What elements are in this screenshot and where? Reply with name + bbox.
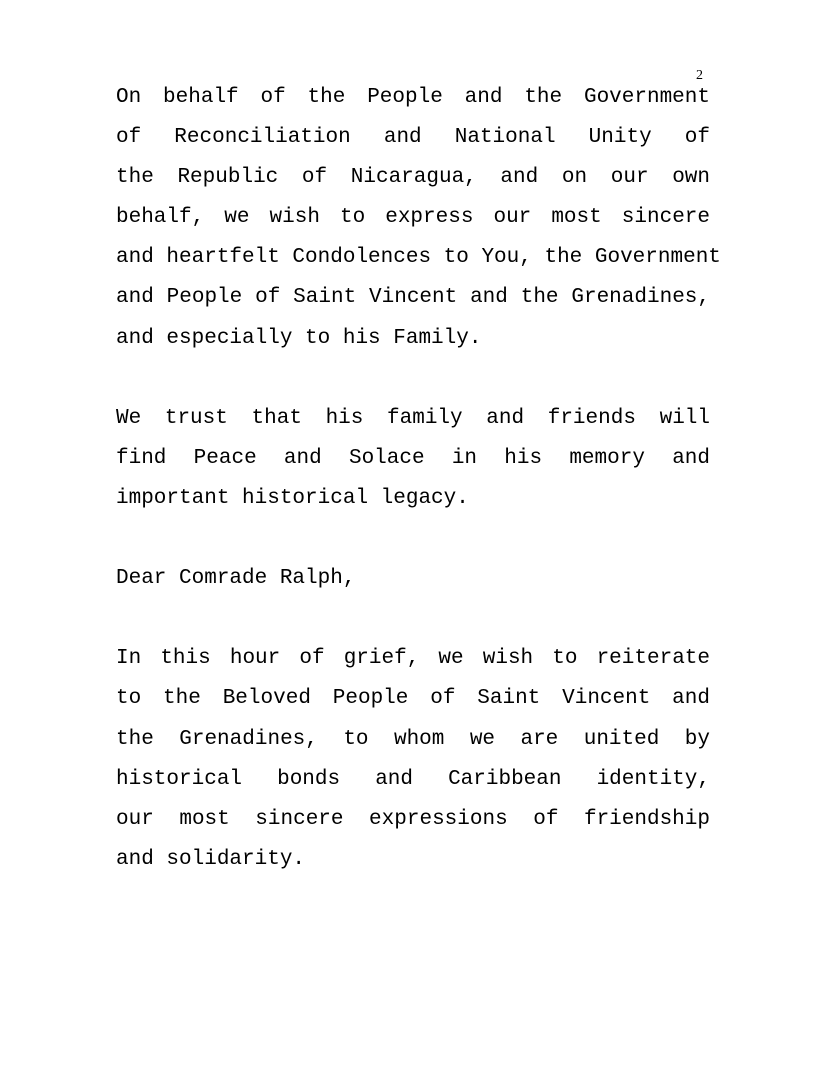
text-line: find Peace and Solace in his memory and (116, 446, 710, 470)
text-line: the Grenadines, to whom we are united by (116, 727, 710, 751)
salutation-line: Dear Comrade Ralph, (116, 567, 356, 591)
text-line: In this hour of grief, we wish to reiterate (116, 647, 710, 671)
letter-body (116, 78, 721, 880)
text-line: and heartfelt Condolences to You, the Government (116, 246, 721, 270)
text-line: We trust that his family and friends will (116, 406, 710, 430)
text-line: our most sincere expressions of friendship (116, 807, 710, 831)
text-line: and solidarity. (116, 847, 306, 871)
text-line: and especially to his Family. (116, 326, 482, 350)
text-line: behalf, we wish to express our most sincere (116, 206, 710, 230)
paragraph-peace-solace (116, 399, 710, 519)
text-line: the Republic of Nicaragua, and on our own (116, 166, 710, 190)
page-number: 2 (696, 68, 703, 83)
text-line: important historical legacy. (116, 486, 469, 510)
text-line: to the Beloved People of Saint Vincent and (116, 687, 710, 711)
paragraph-salutation (116, 559, 710, 599)
paragraph-condolences (116, 78, 721, 359)
paragraph-solidarity (116, 639, 710, 880)
text-line: and People of Saint Vincent and the Grenadines, (116, 286, 710, 310)
text-line: historical bonds and Caribbean identity, (116, 767, 710, 791)
text-line: of Reconciliation and National Unity of (116, 126, 710, 150)
text-line: On behalf of the People and the Government (116, 86, 710, 109)
